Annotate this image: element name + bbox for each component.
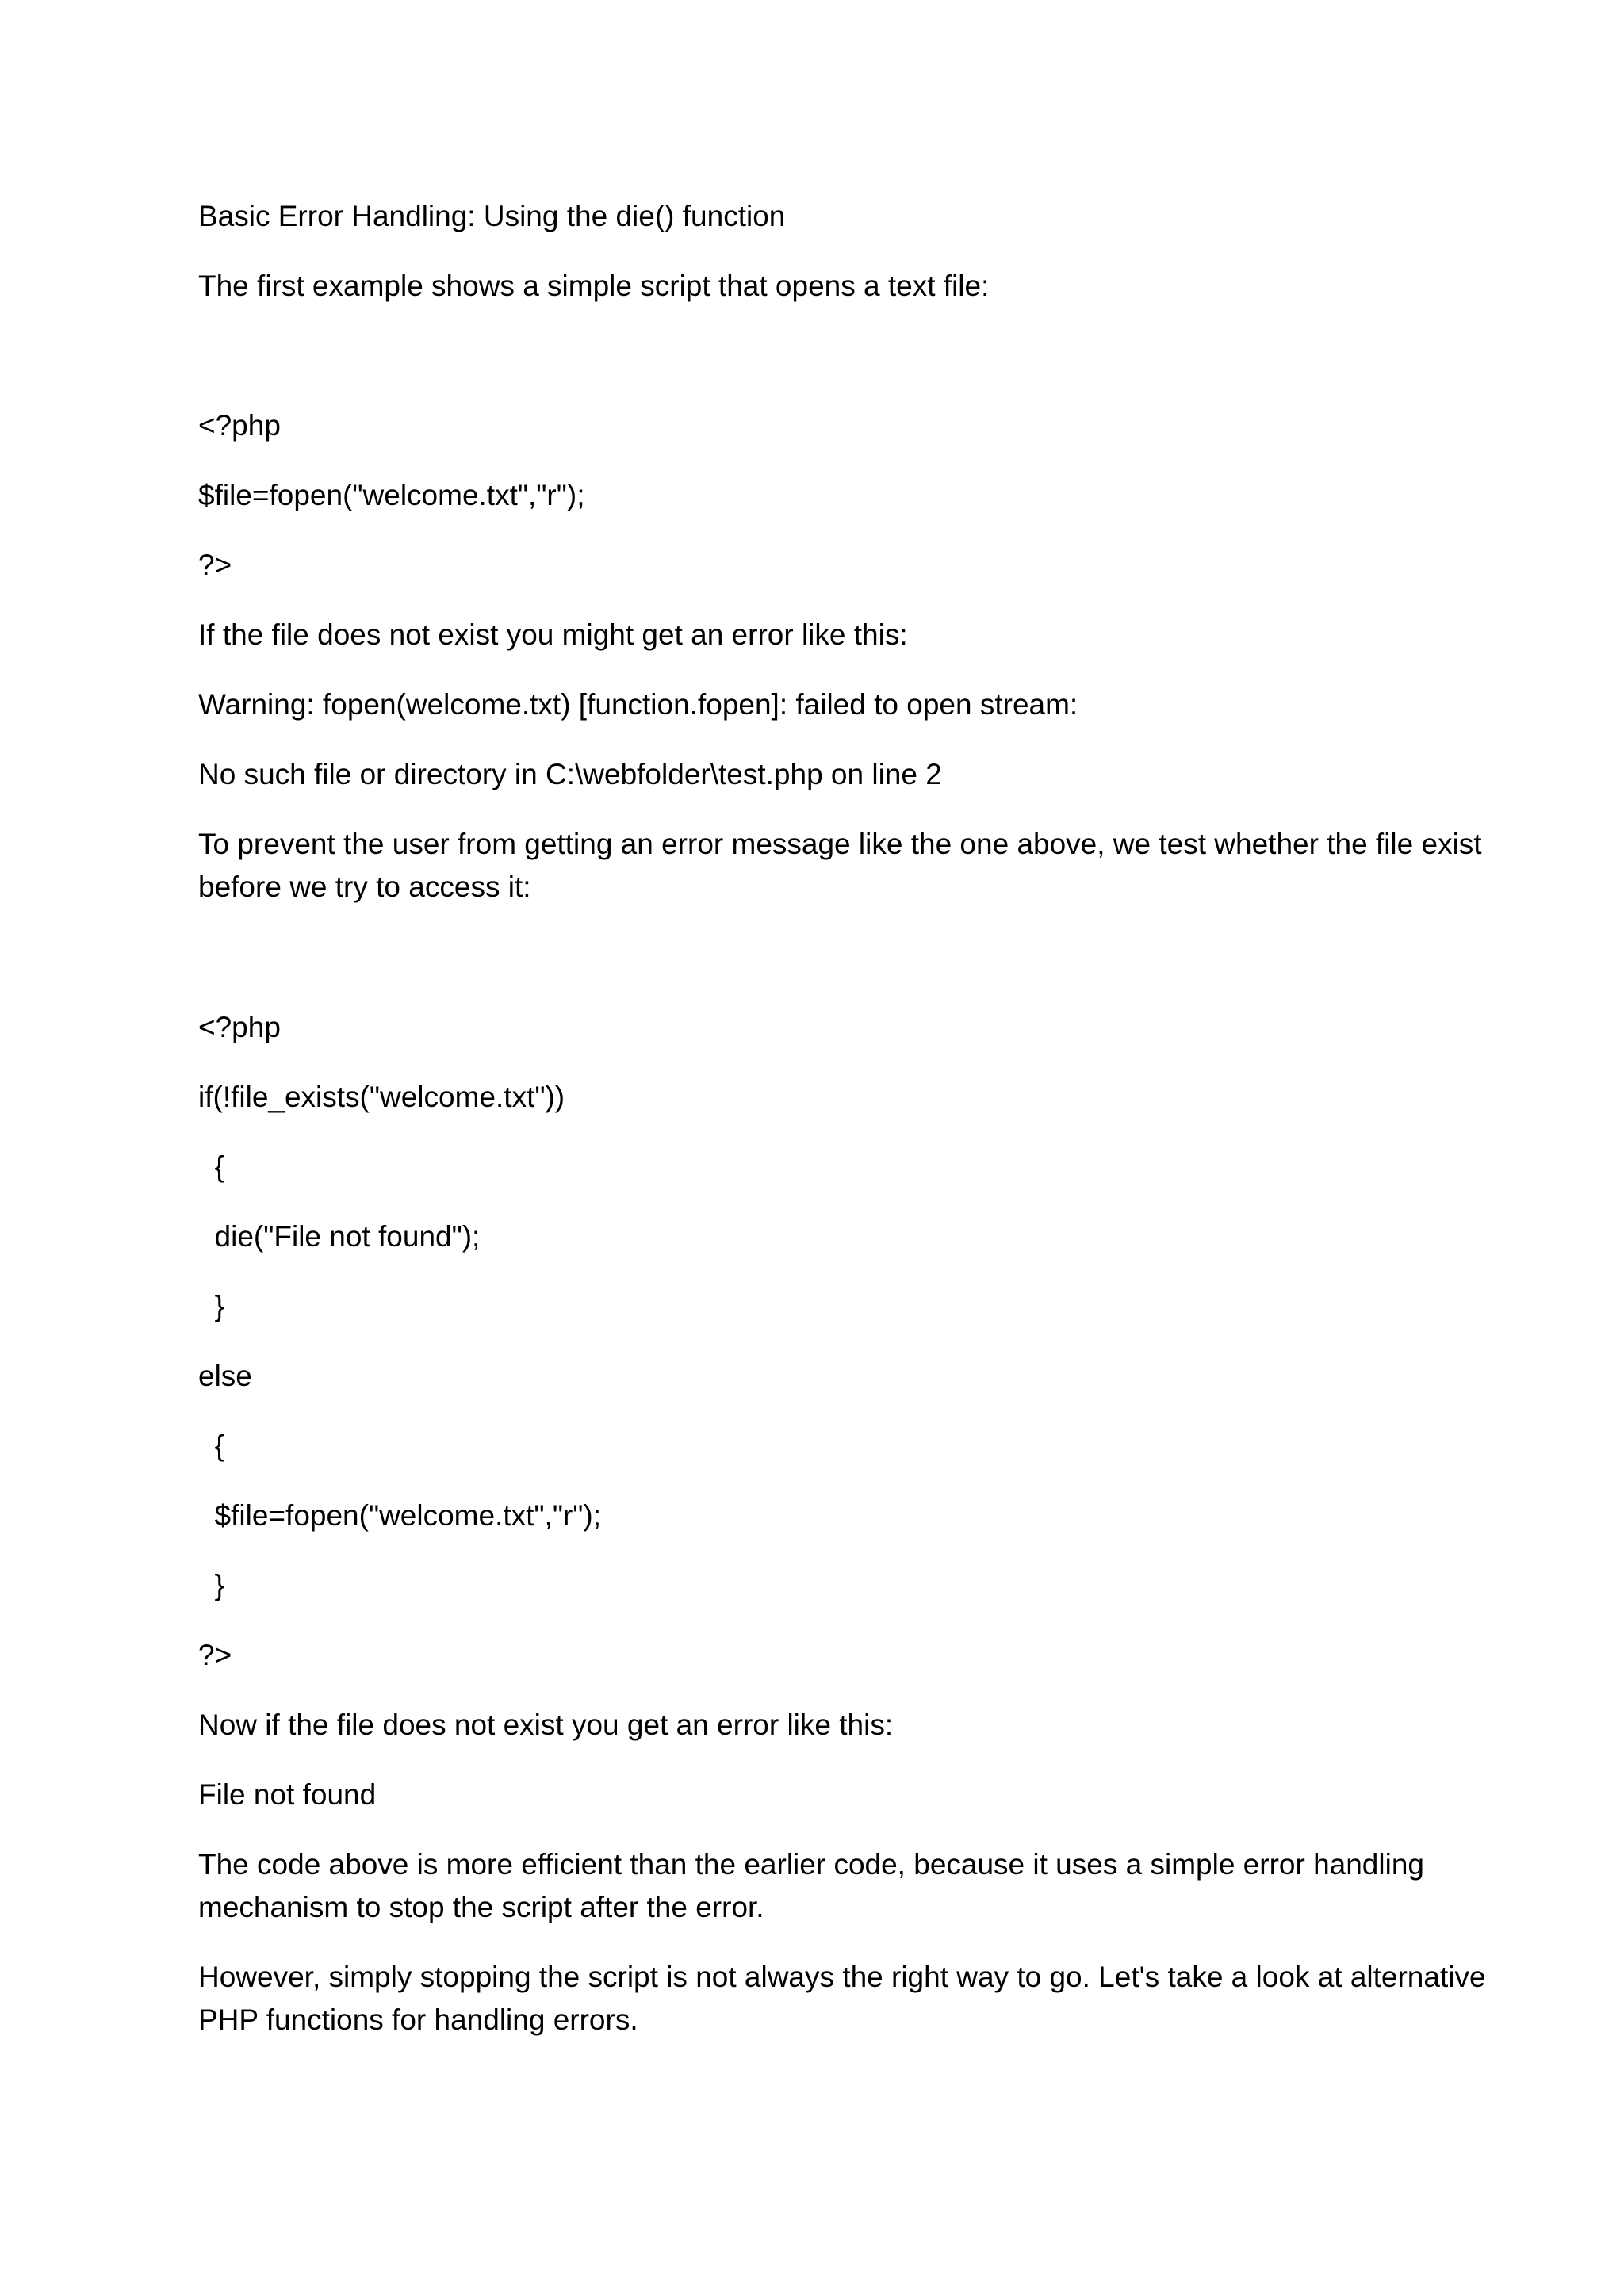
code-line: ?> [198,1639,232,1671]
code-line: $file=fopen("welcome.txt","r"); [198,479,585,511]
paragraph-line: The code above is more efficient than the earlier code, because it uses a simple error handling [198,1848,1424,1881]
efficiency-paragraph [198,1843,1435,1929]
paragraph-line: before we try to access it: [198,871,531,903]
code-line: ?> [198,549,232,581]
paragraph-line: To prevent the user from getting an error message like the one above, we test whether the file exist [198,828,1482,860]
code-line: <?php [198,409,281,442]
warning-message-line: No such file or directory in C:\webfolder\test.php on line 2 [198,758,942,790]
code-line: } [198,1290,224,1322]
code-line: else [198,1360,252,1392]
page-heading: Basic Error Handling: Using the die() function [198,200,786,232]
file-not-found-output: File not found [198,1778,377,1811]
error-intro-text: If the file does not exist you might get an error like this: [198,618,908,651]
paragraph-line: PHP functions for handling errors. [198,2003,638,2036]
warning-message-line: Warning: fopen(welcome.txt) [function.fopen]: failed to open stream: [198,688,1078,721]
code-line: } [198,1569,224,1601]
prevent-paragraph [198,823,1482,909]
code-line: { [198,1150,224,1183]
code-line: if(!file_exists("welcome.txt")) [198,1081,565,1113]
intro-text: The first example shows a simple script that opens a text file: [198,270,990,302]
paragraph-line: mechanism to stop the script after the error. [198,1891,764,1923]
code-line: { [198,1429,224,1462]
code-line: die("File not found"); [198,1220,481,1253]
paragraph-line: However, simply stopping the script is not always the right way to go. Let's take a look at alternative [198,1961,1486,1993]
code-line: $file=fopen("welcome.txt","r"); [198,1499,602,1532]
now-text: Now if the file does not exist you get an error like this: [198,1709,894,1741]
however-paragraph [198,1956,1486,2042]
code-line: <?php [198,1011,281,1043]
